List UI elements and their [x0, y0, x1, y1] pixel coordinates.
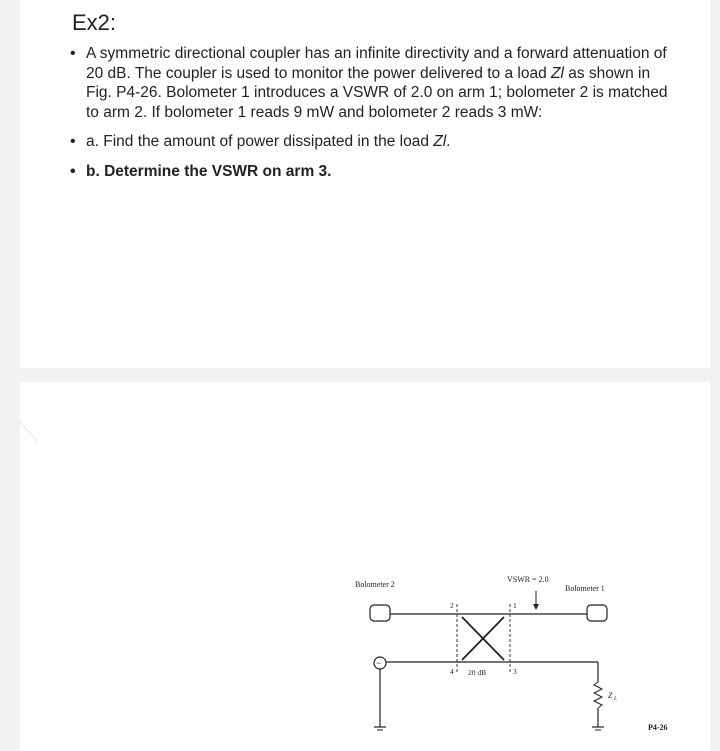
port-3-label: 3 — [513, 667, 517, 676]
question-b: • b. Determine the VSWR on arm 3. — [68, 162, 668, 182]
statement-text-2: as shown in Fig. P4-26. Bolometer 1 introduces a VSWR of 2.0 on arm 1; bolometer 2 is matched to arm 2. If bolometer 1 reads 9 mW and bolometer 2 reads 3 mW: — [86, 64, 668, 121]
bolometer-2-label: Bolometer 2 — [355, 580, 395, 589]
question-a-text: a. Find the amount of power dissipated in the load — [86, 133, 434, 150]
load-symbol: Zl — [433, 133, 447, 150]
slide-2 — [20, 382, 710, 751]
load-label-subscript: L — [614, 696, 618, 702]
problem-statement — [68, 44, 668, 122]
figure-p4-26 — [20, 382, 710, 751]
vswr-label: VSWR = 2.0 — [507, 575, 549, 584]
port-1-label: 1 — [513, 601, 517, 610]
decor-line — [20, 422, 38, 442]
attenuation-label: 20 dB — [468, 668, 487, 677]
load-label: Z — [608, 691, 613, 700]
question-a — [68, 132, 668, 152]
slide-1 — [20, 0, 710, 368]
load-resistor — [594, 682, 602, 708]
port-2-label: 2 — [450, 601, 454, 610]
bullet-list — [68, 44, 668, 191]
vswr-arrow-head — [533, 604, 539, 610]
port-4-label: 4 — [450, 667, 454, 676]
figure-number: P4-26 — [648, 723, 668, 732]
load-symbol: Zl — [551, 64, 564, 82]
source-glyph: ~ — [376, 659, 381, 668]
slide-title: Ex2: — [72, 10, 117, 35]
statement-text-1: A symmetric directional coupler has an infinite directivity and a forward attenuation of 20 dB. The coupler is used to monitor the power delivered to a load — [86, 45, 667, 82]
bolometer-2 — [370, 605, 390, 621]
bolometer-1-label: Bolometer 1 — [565, 584, 605, 593]
bolometer-1 — [587, 605, 607, 621]
question-a-end: . — [446, 133, 451, 150]
